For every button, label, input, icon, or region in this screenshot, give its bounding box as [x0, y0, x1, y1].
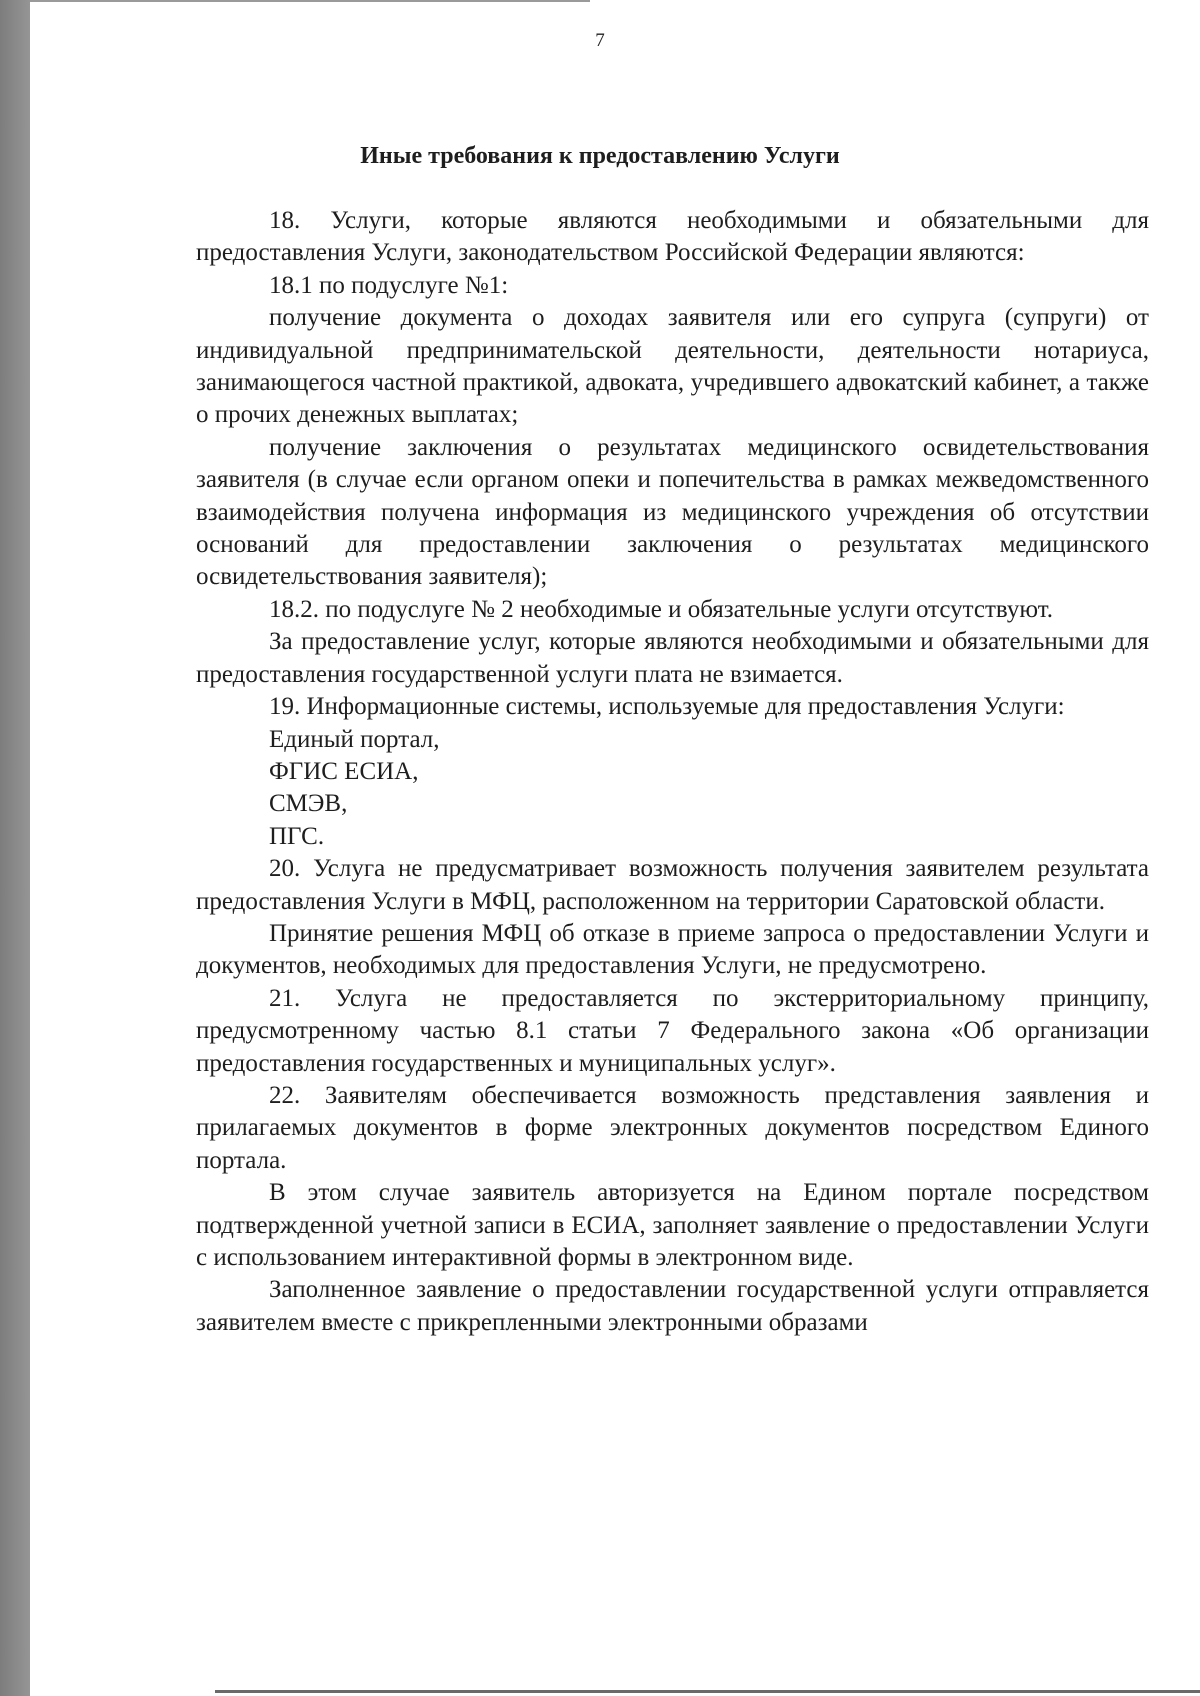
document-body: [196, 205, 1149, 1339]
paragraph-18: 18. Услуги, которые являются необходимыми и обязательными для предоставления Услуги, законодательством Российской Федерации являются:: [196, 207, 1149, 267]
system-item: Единый портал,: [269, 725, 440, 753]
scan-top-edge: [30, 0, 590, 2]
paragraph-21: 21. Услуга не предоставляется по экстерриториальному принципу, предусмотренному частью 8.1 статьи 7 Федерального закона «Об организации предоставления государственных и муниципальных услуг».: [196, 984, 1149, 1077]
paragraph-income-document: получение документа о доходах заявителя или его супруга (супруги) от индивидуальной предпринимательской деятельности, деятельности нотариуса, занимающегося частной практикой, адвоката, учредившего адвокатский кабинет, а также о прочих денежных выплатах;: [196, 304, 1149, 429]
paragraph-22: 22. Заявителям обеспечивается возможность представления заявления и прилагаемых документов в форме электронных документов посредством Единого портала.: [196, 1081, 1149, 1174]
paragraph-19: 19. Информационные системы, используемые для предоставления Услуги:: [269, 693, 1065, 721]
paragraph-18-1: 18.1 по подуслуге №1:: [269, 271, 509, 299]
paragraph-18-2: 18.2. по подуслуге № 2 необходимые и обязательные услуги отсутствуют.: [269, 595, 1054, 623]
system-item: ПГС.: [269, 822, 325, 850]
paragraph-no-fee: За предоставление услуг, которые являются необходимыми и обязательными для предоставления государственной услуги плата не взимается.: [196, 628, 1149, 688]
paragraph-authorization: В этом случае заявитель авторизуется на Едином портале посредством подтвержденной учетной записи в ЕСИА, заполняет заявление о предоставлении Услуги с использованием интерактивной формы в электронном виде.: [196, 1179, 1149, 1271]
system-item: ФГИС ЕСИА,: [269, 757, 419, 785]
paragraph-mfc-refusal: Принятие решения МФЦ об отказе в приеме запроса о предоставлении Услуги и документов, необходимых для предоставления Услуги, не предусмотрено.: [196, 919, 1149, 980]
section-heading: Иные требования к предоставлению Услуги: [360, 143, 840, 169]
paragraph-20: 20. Услуга не предусматривает возможность получения заявителем результата предоставления Услуги в МФЦ, расположенном на территории Саратовской области.: [196, 855, 1149, 915]
scan-bottom-edge: [215, 1690, 1200, 1693]
paragraph-submission: Заполненное заявление о предоставлении государственной услуги отправляется заявителем вместе с прикрепленными электронными образами: [196, 1276, 1149, 1336]
system-item: СМЭВ,: [269, 790, 348, 818]
paragraph-medical-conclusion: получение заключения о результатах медицинского освидетельствования заявителя (в случае если органом опеки и попечительства в рамках межведомственного взаимодействия получена информация из медицинского учреждения об отсутствии оснований для предоставлении заключения о результатах медицинского освидетельствования заявителя);: [196, 433, 1149, 591]
page-number: 7: [595, 30, 605, 51]
scan-left-margin: [0, 0, 30, 1696]
